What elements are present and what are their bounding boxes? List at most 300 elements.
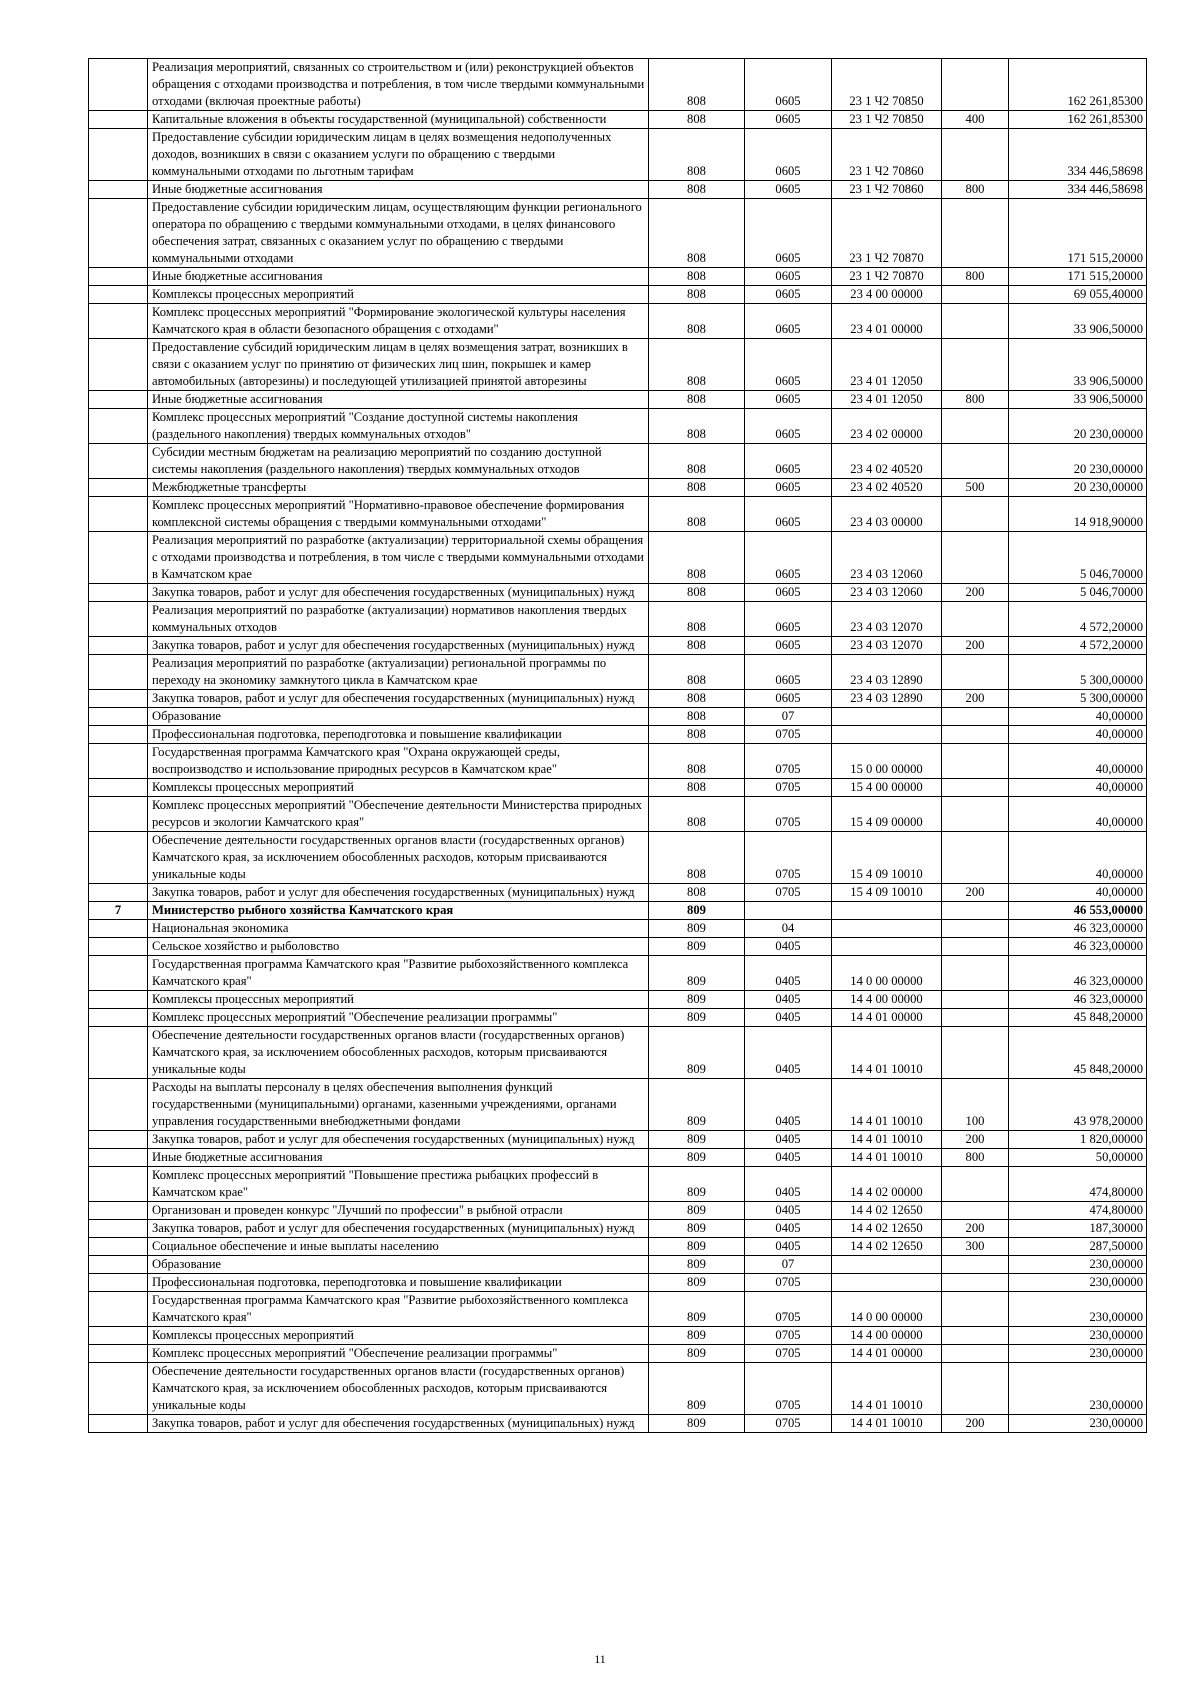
department-code-cell: 808 — [649, 497, 745, 532]
row-number-cell — [89, 286, 148, 304]
department-code-cell: 809 — [649, 1363, 745, 1415]
item-name-cell: Социальное обеспечение и иные выплаты населению — [148, 1238, 649, 1256]
table-row — [89, 339, 1147, 391]
expense-type-cell: 100 — [942, 1079, 1009, 1131]
table-row — [89, 129, 1147, 181]
amount-cell: 40,00000 — [1009, 708, 1147, 726]
target-article-cell: 23 4 03 12060 — [832, 584, 942, 602]
target-article-cell: 14 4 01 00000 — [832, 1345, 942, 1363]
department-code-cell: 809 — [649, 1149, 745, 1167]
item-name-cell: Закупка товаров, работ и услуг для обеспечения государственных (муниципальных) нужд — [148, 1415, 649, 1433]
item-name-cell: Реализация мероприятий по разработке (актуализации) региональной программы по переходу на экономику замкнутого цикла в Камчатском крае — [148, 655, 649, 690]
department-code-cell: 808 — [649, 129, 745, 181]
table-row — [89, 744, 1147, 779]
section-code-cell: 0405 — [745, 1149, 832, 1167]
target-article-cell — [832, 920, 942, 938]
department-code-cell: 809 — [649, 1009, 745, 1027]
row-number-cell — [89, 532, 148, 584]
section-code-cell: 0605 — [745, 304, 832, 339]
expense-type-cell — [942, 938, 1009, 956]
amount-cell: 171 515,20000 — [1009, 268, 1147, 286]
item-name-cell: Государственная программа Камчатского края "Охрана окружающей среды, воспроизводство и использование природных ресурсов в Камчатском крае" — [148, 744, 649, 779]
amount-cell: 33 906,50000 — [1009, 304, 1147, 339]
expense-type-cell: 800 — [942, 181, 1009, 199]
department-code-cell: 808 — [649, 268, 745, 286]
section-code-cell: 0405 — [745, 956, 832, 991]
department-code-cell: 808 — [649, 304, 745, 339]
table-row — [89, 391, 1147, 409]
row-number-cell — [89, 339, 148, 391]
item-name-cell: Образование — [148, 1256, 649, 1274]
department-code-cell: 809 — [649, 1202, 745, 1220]
amount-cell: 46 323,00000 — [1009, 956, 1147, 991]
amount-cell: 230,00000 — [1009, 1292, 1147, 1327]
amount-cell: 40,00000 — [1009, 832, 1147, 884]
department-code-cell: 808 — [649, 690, 745, 708]
section-code-cell: 0405 — [745, 1202, 832, 1220]
row-number-cell — [89, 744, 148, 779]
section-code-cell: 0405 — [745, 1167, 832, 1202]
expense-type-cell: 300 — [942, 1238, 1009, 1256]
target-article-cell: 23 1 Ч2 70870 — [832, 268, 942, 286]
target-article-cell: 23 4 03 00000 — [832, 497, 942, 532]
section-code-cell: 0605 — [745, 286, 832, 304]
amount-cell: 46 323,00000 — [1009, 920, 1147, 938]
budget-table — [88, 58, 1147, 1433]
row-number-cell: 7 — [89, 902, 148, 920]
item-name-cell: Государственная программа Камчатского края "Развитие рыбохозяйственного комплекса Камчатского края" — [148, 1292, 649, 1327]
table-row — [89, 1079, 1147, 1131]
department-code-cell: 808 — [649, 726, 745, 744]
target-article-cell: 14 0 00 00000 — [832, 1292, 942, 1327]
table-row — [89, 1345, 1147, 1363]
item-name-cell: Межбюджетные трансферты — [148, 479, 649, 497]
target-article-cell — [832, 708, 942, 726]
table-row — [89, 1131, 1147, 1149]
section-code-cell: 0405 — [745, 1220, 832, 1238]
expense-type-cell — [942, 991, 1009, 1009]
row-number-cell — [89, 938, 148, 956]
row-number-cell — [89, 637, 148, 655]
item-name-cell: Комплекс процессных мероприятий "Обеспечение деятельности Министерства природных ресурсов и экологии Камчатского края" — [148, 797, 649, 832]
section-code-cell: 0405 — [745, 1009, 832, 1027]
expense-type-cell — [942, 444, 1009, 479]
target-article-cell: 23 1 Ч2 70850 — [832, 111, 942, 129]
item-name-cell: Государственная программа Камчатского края "Развитие рыбохозяйственного комплекса Камчатского края" — [148, 956, 649, 991]
expense-type-cell — [942, 832, 1009, 884]
expense-type-cell — [942, 902, 1009, 920]
item-name-cell: Иные бюджетные ассигнования — [148, 1149, 649, 1167]
item-name-cell: Комплексы процессных мероприятий — [148, 991, 649, 1009]
department-code-cell: 809 — [649, 1238, 745, 1256]
amount-cell: 33 906,50000 — [1009, 391, 1147, 409]
target-article-cell: 15 4 00 00000 — [832, 779, 942, 797]
department-code-cell: 809 — [649, 920, 745, 938]
amount-cell: 45 848,20000 — [1009, 1009, 1147, 1027]
department-code-cell: 809 — [649, 1256, 745, 1274]
department-code-cell: 808 — [649, 884, 745, 902]
expense-type-cell — [942, 339, 1009, 391]
table-row — [89, 1238, 1147, 1256]
target-article-cell — [832, 1274, 942, 1292]
table-row — [89, 1202, 1147, 1220]
expense-type-cell — [942, 1256, 1009, 1274]
department-code-cell: 809 — [649, 991, 745, 1009]
expense-type-cell: 200 — [942, 1220, 1009, 1238]
row-number-cell — [89, 1274, 148, 1292]
expense-type-cell — [942, 1009, 1009, 1027]
expense-type-cell — [942, 199, 1009, 268]
row-number-cell — [89, 1131, 148, 1149]
section-code-cell: 0405 — [745, 1079, 832, 1131]
expense-type-cell — [942, 304, 1009, 339]
department-code-cell: 809 — [649, 1415, 745, 1433]
table-row — [89, 1167, 1147, 1202]
item-name-cell: Обеспечение деятельности государственных органов власти (государственных органов) Камчатского края, за исключением обособленных расходов, которым присваиваются уникальные коды — [148, 832, 649, 884]
table-row — [89, 181, 1147, 199]
row-number-cell — [89, 111, 148, 129]
amount-cell: 230,00000 — [1009, 1256, 1147, 1274]
department-code-cell: 809 — [649, 1027, 745, 1079]
section-code-cell: 0405 — [745, 1027, 832, 1079]
expense-type-cell: 800 — [942, 391, 1009, 409]
row-number-cell — [89, 1079, 148, 1131]
department-code-cell: 808 — [649, 479, 745, 497]
row-number-cell — [89, 1256, 148, 1274]
department-code-cell: 808 — [649, 111, 745, 129]
row-number-cell — [89, 1009, 148, 1027]
row-number-cell — [89, 181, 148, 199]
expense-type-cell: 200 — [942, 1131, 1009, 1149]
target-article-cell: 14 4 00 00000 — [832, 1327, 942, 1345]
item-name-cell: Комплекс процессных мероприятий "Обеспечение реализации программы" — [148, 1009, 649, 1027]
expense-type-cell — [942, 956, 1009, 991]
amount-cell: 4 572,20000 — [1009, 637, 1147, 655]
target-article-cell: 14 4 01 10010 — [832, 1131, 942, 1149]
target-article-cell: 23 1 Ч2 70870 — [832, 199, 942, 268]
department-code-cell: 808 — [649, 444, 745, 479]
target-article-cell: 14 4 02 12650 — [832, 1220, 942, 1238]
target-article-cell: 14 4 01 00000 — [832, 1009, 942, 1027]
target-article-cell: 14 4 02 12650 — [832, 1238, 942, 1256]
department-code-cell: 809 — [649, 1292, 745, 1327]
target-article-cell: 23 4 01 00000 — [832, 304, 942, 339]
amount-cell: 474,80000 — [1009, 1167, 1147, 1202]
table-row — [89, 637, 1147, 655]
target-article-cell: 23 4 03 12070 — [832, 602, 942, 637]
row-number-cell — [89, 602, 148, 637]
expense-type-cell: 800 — [942, 268, 1009, 286]
section-code-cell: 0605 — [745, 637, 832, 655]
row-number-cell — [89, 1167, 148, 1202]
section-code-cell: 0605 — [745, 532, 832, 584]
amount-cell: 171 515,20000 — [1009, 199, 1147, 268]
row-number-cell — [89, 991, 148, 1009]
amount-cell: 5 046,70000 — [1009, 532, 1147, 584]
amount-cell: 20 230,00000 — [1009, 479, 1147, 497]
department-code-cell: 808 — [649, 391, 745, 409]
department-code-cell: 809 — [649, 938, 745, 956]
section-code-cell: 0705 — [745, 797, 832, 832]
department-code-cell: 808 — [649, 286, 745, 304]
section-code-cell: 0705 — [745, 1345, 832, 1363]
department-code-cell: 808 — [649, 59, 745, 111]
target-article-cell: 14 4 01 10010 — [832, 1415, 942, 1433]
section-code-cell: 0405 — [745, 1238, 832, 1256]
table-row — [89, 920, 1147, 938]
target-article-cell: 15 4 09 10010 — [832, 884, 942, 902]
section-code-cell: 0405 — [745, 991, 832, 1009]
section-code-cell: 0605 — [745, 602, 832, 637]
row-number-cell — [89, 884, 148, 902]
item-name-cell: Закупка товаров, работ и услуг для обеспечения государственных (муниципальных) нужд — [148, 1131, 649, 1149]
item-name-cell: Субсидии местным бюджетам на реализацию мероприятий по созданию доступной системы накопления (раздельного накопления) твердых коммунальных отходов — [148, 444, 649, 479]
table-row — [89, 1027, 1147, 1079]
amount-cell: 40,00000 — [1009, 779, 1147, 797]
table-row — [89, 1327, 1147, 1345]
row-number-cell — [89, 409, 148, 444]
row-number-cell — [89, 797, 148, 832]
section-code-cell: 0705 — [745, 1292, 832, 1327]
expense-type-cell: 400 — [942, 111, 1009, 129]
item-name-cell: Профессиональная подготовка, переподготовка и повышение квалификации — [148, 726, 649, 744]
table-row — [89, 1220, 1147, 1238]
table-row — [89, 1256, 1147, 1274]
expense-type-cell — [942, 409, 1009, 444]
table-row — [89, 1415, 1147, 1433]
item-name-cell: Закупка товаров, работ и услуг для обеспечения государственных (муниципальных) нужд — [148, 584, 649, 602]
target-article-cell — [832, 726, 942, 744]
department-code-cell: 809 — [649, 902, 745, 920]
section-code-cell: 0705 — [745, 884, 832, 902]
item-name-cell: Реализация мероприятий по разработке (актуализации) территориальной схемы обращения с отходами производства и потребления, в том числе с твердыми коммунальными отходами в Камчатском крае — [148, 532, 649, 584]
amount-cell: 40,00000 — [1009, 744, 1147, 779]
section-code-cell: 0605 — [745, 391, 832, 409]
target-article-cell: 14 4 01 10010 — [832, 1149, 942, 1167]
amount-cell: 474,80000 — [1009, 1202, 1147, 1220]
item-name-cell: Комплекс процессных мероприятий "Нормативно-правовое обеспечение формирования комплексной системы обращения с твердыми коммунальными отходами" — [148, 497, 649, 532]
amount-cell: 5 300,00000 — [1009, 655, 1147, 690]
section-code-cell: 0705 — [745, 779, 832, 797]
table-row — [89, 655, 1147, 690]
row-number-cell — [89, 268, 148, 286]
target-article-cell: 14 4 01 10010 — [832, 1363, 942, 1415]
amount-cell: 162 261,85300 — [1009, 59, 1147, 111]
item-name-cell: Комплекс процессных мероприятий "Обеспечение реализации программы" — [148, 1345, 649, 1363]
row-number-cell — [89, 1238, 148, 1256]
row-number-cell — [89, 1415, 148, 1433]
section-code-cell: 0605 — [745, 268, 832, 286]
expense-type-cell — [942, 1202, 1009, 1220]
budget-table-body — [89, 59, 1147, 1433]
expense-type-cell — [942, 1363, 1009, 1415]
target-article-cell: 14 4 02 00000 — [832, 1167, 942, 1202]
department-code-cell: 809 — [649, 1327, 745, 1345]
target-article-cell: 23 4 02 40520 — [832, 444, 942, 479]
row-number-cell — [89, 391, 148, 409]
amount-cell: 5 046,70000 — [1009, 584, 1147, 602]
section-code-cell: 0705 — [745, 832, 832, 884]
amount-cell: 230,00000 — [1009, 1363, 1147, 1415]
expense-type-cell: 200 — [942, 884, 1009, 902]
department-code-cell: 808 — [649, 339, 745, 391]
section-code-cell: 0605 — [745, 181, 832, 199]
row-number-cell — [89, 726, 148, 744]
section-code-cell — [745, 902, 832, 920]
expense-type-cell — [942, 779, 1009, 797]
target-article-cell: 14 0 00 00000 — [832, 956, 942, 991]
section-code-cell: 07 — [745, 708, 832, 726]
table-row — [89, 938, 1147, 956]
row-number-cell — [89, 199, 148, 268]
amount-cell: 50,00000 — [1009, 1149, 1147, 1167]
amount-cell: 40,00000 — [1009, 884, 1147, 902]
expense-type-cell: 800 — [942, 1149, 1009, 1167]
target-article-cell — [832, 902, 942, 920]
item-name-cell: Профессиональная подготовка, переподготовка и повышение квалификации — [148, 1274, 649, 1292]
amount-cell: 46 553,00000 — [1009, 902, 1147, 920]
expense-type-cell — [942, 726, 1009, 744]
expense-type-cell — [942, 708, 1009, 726]
expense-type-cell — [942, 1167, 1009, 1202]
department-code-cell: 808 — [649, 832, 745, 884]
item-name-cell: Обеспечение деятельности государственных органов власти (государственных органов) Камчатского края, за исключением обособленных расходов, которым присваиваются уникальные коды — [148, 1027, 649, 1079]
table-row — [89, 991, 1147, 1009]
item-name-cell: Реализация мероприятий, связанных со строительством и (или) реконструкцией объектов обращения с отходами производства и потребления, в том числе твердыми коммунальными отходами (включая проектные работы) — [148, 59, 649, 111]
target-article-cell: 23 4 03 12070 — [832, 637, 942, 655]
department-code-cell: 808 — [649, 708, 745, 726]
section-code-cell: 0605 — [745, 339, 832, 391]
item-name-cell: Комплекс процессных мероприятий "Повышение престижа рыбацких профессий в Камчатском крае" — [148, 1167, 649, 1202]
section-code-cell: 0605 — [745, 655, 832, 690]
section-code-cell: 0705 — [745, 1415, 832, 1433]
expense-type-cell: 500 — [942, 479, 1009, 497]
table-row — [89, 832, 1147, 884]
department-code-cell: 808 — [649, 655, 745, 690]
row-number-cell — [89, 1292, 148, 1327]
item-name-cell: Предоставление субсидий юридическим лицам в целях возмещения затрат, возникших в связи с оказанием услуг по принятию от физических лиц шин, покрышек и камер автомобильных (авторезины) и последующей утилизацией принятой авторезины — [148, 339, 649, 391]
expense-type-cell — [942, 59, 1009, 111]
section-code-cell: 0705 — [745, 744, 832, 779]
table-row — [89, 1274, 1147, 1292]
item-name-cell: Закупка товаров, работ и услуг для обеспечения государственных (муниципальных) нужд — [148, 637, 649, 655]
expense-type-cell: 200 — [942, 637, 1009, 655]
department-code-cell: 808 — [649, 602, 745, 637]
table-row — [89, 268, 1147, 286]
section-code-cell: 0405 — [745, 938, 832, 956]
target-article-cell: 14 4 02 12650 — [832, 1202, 942, 1220]
row-number-cell — [89, 1363, 148, 1415]
item-name-cell: Национальная экономика — [148, 920, 649, 938]
row-number-cell — [89, 1202, 148, 1220]
row-number-cell — [89, 920, 148, 938]
item-name-cell: Сельское хозяйство и рыболовство — [148, 938, 649, 956]
department-code-cell: 808 — [649, 779, 745, 797]
target-article-cell: 23 4 03 12890 — [832, 690, 942, 708]
department-code-cell: 809 — [649, 1345, 745, 1363]
table-row — [89, 1292, 1147, 1327]
row-number-cell — [89, 479, 148, 497]
row-number-cell — [89, 1027, 148, 1079]
section-code-cell: 04 — [745, 920, 832, 938]
target-article-cell: 23 4 01 12050 — [832, 391, 942, 409]
table-row — [89, 956, 1147, 991]
department-code-cell: 809 — [649, 1274, 745, 1292]
row-number-cell — [89, 708, 148, 726]
target-article-cell: 23 1 Ч2 70850 — [832, 59, 942, 111]
department-code-cell: 809 — [649, 1220, 745, 1238]
target-article-cell: 23 1 Ч2 70860 — [832, 181, 942, 199]
table-row — [89, 779, 1147, 797]
row-number-cell — [89, 584, 148, 602]
section-code-cell: 0605 — [745, 199, 832, 268]
amount-cell: 46 323,00000 — [1009, 991, 1147, 1009]
expense-type-cell — [942, 532, 1009, 584]
expense-type-cell — [942, 1292, 1009, 1327]
expense-type-cell: 200 — [942, 1415, 1009, 1433]
expense-type-cell — [942, 602, 1009, 637]
row-number-cell — [89, 832, 148, 884]
target-article-cell: 15 4 09 00000 — [832, 797, 942, 832]
amount-cell: 287,50000 — [1009, 1238, 1147, 1256]
table-row — [89, 304, 1147, 339]
table-row — [89, 1009, 1147, 1027]
amount-cell: 187,30000 — [1009, 1220, 1147, 1238]
expense-type-cell — [942, 920, 1009, 938]
item-name-cell: Иные бюджетные ассигнования — [148, 391, 649, 409]
target-article-cell: 14 4 00 00000 — [832, 991, 942, 1009]
row-number-cell — [89, 779, 148, 797]
row-number-cell — [89, 956, 148, 991]
amount-cell: 230,00000 — [1009, 1415, 1147, 1433]
amount-cell: 4 572,20000 — [1009, 602, 1147, 637]
amount-cell: 40,00000 — [1009, 726, 1147, 744]
amount-cell: 20 230,00000 — [1009, 444, 1147, 479]
item-name-cell: Комплекс процессных мероприятий "Создание доступной системы накопления (раздельного накопления) твердых коммунальных отходов" — [148, 409, 649, 444]
expense-type-cell — [942, 744, 1009, 779]
row-number-cell — [89, 1220, 148, 1238]
row-number-cell — [89, 304, 148, 339]
table-row — [89, 584, 1147, 602]
department-code-cell: 808 — [649, 532, 745, 584]
item-name-cell: Комплекс процессных мероприятий "Формирование экологической культуры населения Камчатского края в области безопасного обращения с отходами" — [148, 304, 649, 339]
amount-cell: 20 230,00000 — [1009, 409, 1147, 444]
section-code-cell: 0605 — [745, 584, 832, 602]
expense-type-cell — [942, 497, 1009, 532]
item-name-cell: Обеспечение деятельности государственных органов власти (государственных органов) Камчатского края, за исключением обособленных расходов, которым присваиваются уникальные коды — [148, 1363, 649, 1415]
section-code-cell: 0605 — [745, 59, 832, 111]
department-code-cell: 809 — [649, 956, 745, 991]
amount-cell: 33 906,50000 — [1009, 339, 1147, 391]
item-name-cell: Образование — [148, 708, 649, 726]
row-number-cell — [89, 690, 148, 708]
table-row — [89, 409, 1147, 444]
table-row — [89, 1363, 1147, 1415]
amount-cell: 43 978,20000 — [1009, 1079, 1147, 1131]
item-name-cell: Капитальные вложения в объекты государственной (муниципальной) собственности — [148, 111, 649, 129]
section-code-cell: 0605 — [745, 479, 832, 497]
expense-type-cell — [942, 1345, 1009, 1363]
row-number-cell — [89, 1327, 148, 1345]
section-code-cell: 0605 — [745, 409, 832, 444]
table-row — [89, 444, 1147, 479]
table-row — [89, 497, 1147, 532]
amount-cell: 45 848,20000 — [1009, 1027, 1147, 1079]
expense-type-cell — [942, 1327, 1009, 1345]
section-code-cell: 0605 — [745, 690, 832, 708]
expense-type-cell — [942, 797, 1009, 832]
item-name-cell: Иные бюджетные ассигнования — [148, 268, 649, 286]
